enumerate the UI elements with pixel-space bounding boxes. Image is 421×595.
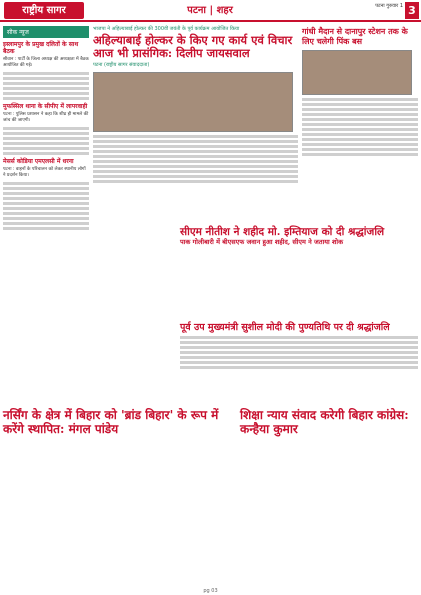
mid-headline: पूर्व उप मुख्यमंत्री सुशील मोदी की पुण्यतिथि पर दी श्रद्धांजलि (180, 322, 390, 333)
left-story-text: पटना : वाहनों के परिचालन को लेकर स्थानीय लोगों ने प्रदर्शन किया। (3, 167, 86, 178)
left-strip-label: सीक न्यूज (3, 26, 89, 38)
second-subheadline: पाक गोलीबारी में बीएसएफ जवान हुआ शहीद, सीएम ने जताया शोक (180, 238, 344, 246)
lead-dateline: पटना (राष्ट्रीय सागर संवाददाता) (93, 62, 150, 68)
mid-story (180, 322, 418, 382)
lead-story (93, 26, 298, 221)
left-story-lines (3, 72, 89, 100)
left-story-title: इस्लामपुर के प्रमुख दलितों के साथ बैठक (3, 41, 79, 55)
lead-photo (93, 72, 293, 132)
bottom-left-story (3, 408, 238, 448)
right-top-photo (302, 50, 412, 95)
bottom-left-headline: नर्सिंग के क्षेत्र में बिहार को 'ब्रांड बिहार' के रूप में करेंगे स्थापित: मंगल पांडेय (3, 408, 219, 436)
masthead (0, 0, 421, 22)
second-headline-block (180, 227, 418, 247)
left-story-lines (3, 127, 89, 155)
lead-headline: अहिल्याबाई होल्कर के किए गए कार्य एवं विचार आज भी प्रासंगिक: दिलीप जायसवाल (93, 33, 293, 60)
second-headline: सीएम नीतीश ने शहीद मो. इम्तियाज को दी श्रद्धांजलि (180, 226, 385, 238)
right-top-body-lines (302, 98, 418, 156)
newspaper-logo: राष्ट्रीय सागर (4, 2, 84, 19)
mid-body-lines (180, 336, 418, 369)
left-story (3, 41, 89, 230)
bottom-right-headline: शिक्षा न्याय संवाद करेगी बिहार कांग्रेस: कन्हैया कुमार (240, 408, 409, 436)
left-story-title: मुफस्सिल थाना के सीपीए में लापरवाही (3, 103, 88, 110)
right-top-headline: गांधी मैदान से दानापुर स्टेशन तक के लिए चलेगी पिंक बस (302, 26, 408, 46)
issue-date: पटना गुरुवार 1 (375, 3, 403, 9)
page-number: 3 (405, 2, 419, 19)
left-story-lines (3, 182, 89, 230)
left-story-text: पटना : पुलिस प्रशासन ने कहा कि शीघ्र ही मामले की जांच की जाएगी। (3, 112, 89, 123)
lead-body-lines (93, 135, 298, 183)
lead-kicker: भाजपा ने अहिल्याबाई होल्कर की 300वीं जयंती के पूर्व कार्यक्रम आयोजित किया (93, 26, 240, 32)
section-label: पटना | शहर (187, 5, 233, 16)
bottom-right-story (240, 408, 418, 448)
left-story-text: सीवान : पार्टी के जिला अध्यक्ष की अध्यक्षता में बैठक आयोजित की गई। (3, 57, 89, 68)
right-top-story (302, 26, 418, 186)
page-footer: pg 03 (203, 588, 218, 594)
left-story-title: मेसर्स कोडिया एमएलसी में धरना (3, 158, 74, 165)
